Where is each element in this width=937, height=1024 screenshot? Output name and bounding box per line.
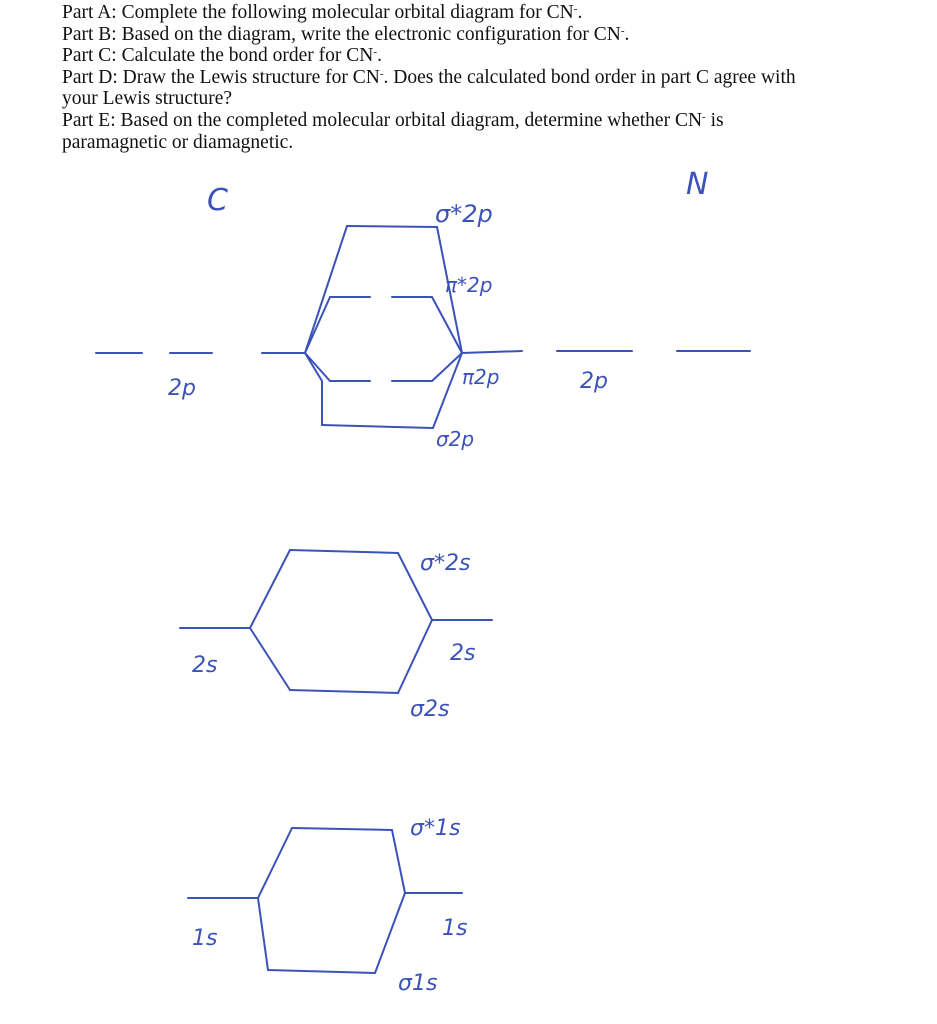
sigma-star-2s-level	[290, 550, 398, 553]
label-n-1s: 1s	[442, 916, 468, 941]
question-part-e-continued: paramagnetic or diamagnetic.	[62, 131, 294, 153]
label-n-2s: 2s	[450, 641, 476, 666]
question-part-d: Part D: Draw the Lewis structure for CN-. Does the calculated bond order in part C agree with	[62, 66, 796, 88]
corr-c2p-pi	[305, 353, 330, 381]
corr-c1s-sigma	[258, 898, 268, 970]
corr-n2p-pi-star	[432, 297, 462, 353]
question-part-d-continued: your Lewis structure?	[62, 88, 233, 110]
sigma-star-1s-level	[292, 828, 392, 830]
corr-c1s-sigma-star	[258, 828, 292, 898]
atom-label-carbon: C	[207, 183, 228, 218]
sigma-1s-level	[268, 970, 375, 973]
question-part-e: Part E: Based on the completed molecular orbital diagram, determine whether CN- is	[62, 109, 724, 131]
n-2p-orbital-a	[462, 351, 522, 353]
corr-n1s-sigma-star	[392, 830, 405, 893]
question-part-a: Part A: Complete the following molecular orbital diagram for CN-.	[62, 2, 583, 23]
corr-c2p-sigma-star	[305, 226, 347, 353]
label-pi-star-2p: π*2p	[445, 273, 493, 297]
label-n-2p: 2p	[580, 369, 608, 394]
corr-n1s-sigma	[375, 893, 405, 973]
atom-label-nitrogen: N	[686, 167, 709, 202]
question-part-b: Part B: Based on the diagram, write the electronic configuration for CN-.	[62, 23, 630, 45]
question-part-c: Part C: Calculate the bond order for CN-.	[62, 45, 382, 67]
label-c-2p: 2p	[168, 376, 196, 401]
sigma-2s-level	[290, 690, 398, 693]
label-sigma-star-1s: σ*1s	[410, 816, 461, 841]
label-sigma-1s: σ1s	[398, 971, 438, 996]
corr-n2p-sigma	[433, 353, 462, 428]
label-c-1s: 1s	[192, 926, 218, 951]
label-sigma-star-2p: σ*2p	[435, 200, 493, 228]
label-c-2s: 2s	[192, 653, 218, 678]
label-sigma-star-2s: σ*2s	[420, 551, 471, 576]
corr-c2p-pi-star	[305, 297, 330, 353]
corr-c2s-sigma-star	[250, 550, 290, 628]
sigma-2p-level	[322, 425, 433, 428]
label-sigma-2s: σ2s	[410, 697, 450, 722]
label-sigma-2p: σ2p	[436, 427, 475, 451]
corr-c2s-sigma	[250, 628, 290, 690]
corr-n2s-sigma	[398, 620, 432, 693]
label-pi-2p: π2p	[462, 365, 500, 389]
sigma-star-2p-level	[347, 226, 437, 227]
